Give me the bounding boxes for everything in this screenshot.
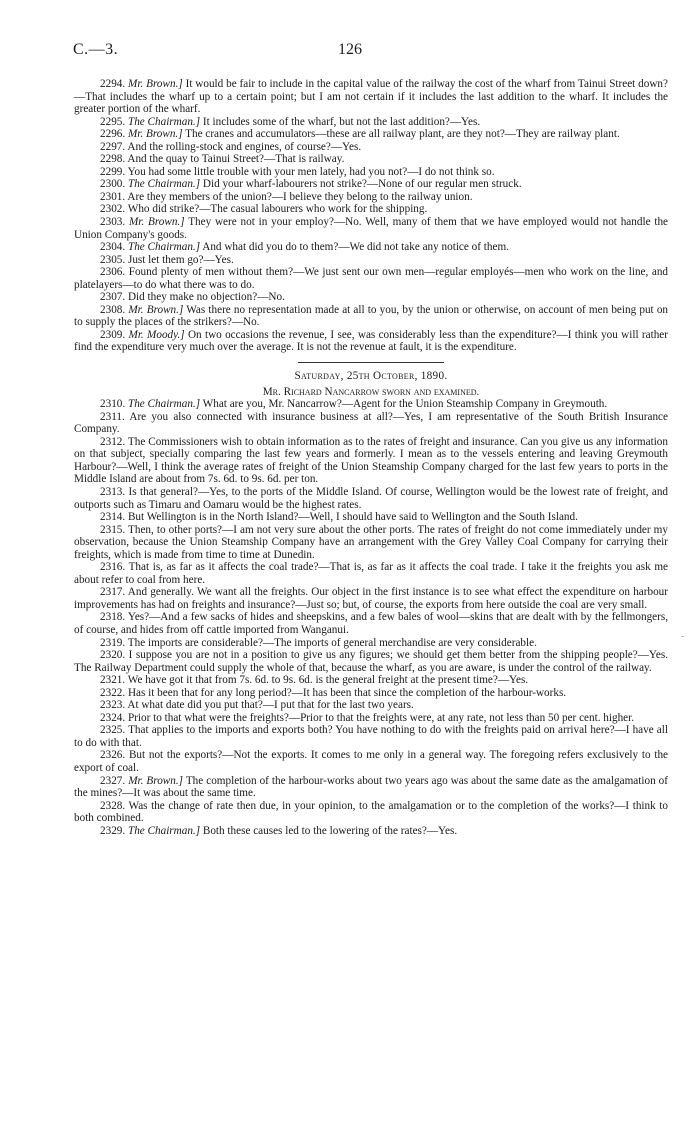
question-paragraph [74,486,668,511]
speaker-label: Mr. Brown.] [128,303,184,316]
question-text: Is that general?—Yes, to the ports of the Middle Island. Of course, Wellington would be the lowest rate of freight, and outports such as Timaru and Oamaru would be the highest rates. [74,485,669,511]
speaker-label: The Chairman.] [127,824,201,837]
question-paragraph [74,241,668,254]
section-divider [298,362,444,363]
testimony-section-1 [74,78,668,354]
question-text: Found plenty of men without them?—We just sent our own men—regular employés—men who work on the line, and platelayers—to do what there was to do. [74,266,669,291]
question-paragraph [74,153,668,166]
question-number: 2316. [100,561,126,574]
question-paragraph [74,511,668,524]
question-text: What are you, Mr. Nancarrow?—Agent for the Union Steamship Company in Greymouth. [200,398,608,411]
question-text: The cranes and accumulators—these are all railway plant, are they not?—They are railway plant. [182,128,620,141]
question-text: The imports are considerable?—The imports of general merchandise are very considerable. [127,636,537,649]
question-text: We have got it that from 7s. 6d. to 9s. 6d. is the general freight at the present time?—Yes. [127,674,529,687]
speaker-label: Mr. Brown.] [128,216,185,229]
question-number: 2304. [100,241,126,254]
question-text: Are they members of the union?—I believe they belong to the railway union. [127,190,473,203]
question-number: 2313. [100,485,126,498]
question-paragraph [74,191,668,204]
speaker-label: Mr. Brown.] [128,78,183,90]
speaker-label: Mr. Brown.] [128,774,184,787]
page-body [74,78,668,837]
question-text: On two occasions the revenue, I see, was considerably less than the expenditure?—I think you will rather find the expenditure very much over the average. It is not the revenue at fault, it is the expenditure. [74,328,668,354]
question-text: Just let them go?—Yes. [127,253,234,266]
session-date: Saturday, 25th October, 1890. [294,370,448,383]
question-number: 2325. [100,724,126,737]
question-text: And what did you do to them?—We did not take any notice of them. [200,241,509,254]
question-paragraph [74,724,668,749]
question-text: Yes?—And a few sacks of hides and sheepskins, and a few bales of wool—skins that are dealt with by the fellmongers, of course, and hides from off cattle imported from Wanganui. [74,611,668,636]
question-text: And generally. We want all the freights. Our object in the first instance is to see what effect the expenditure on harbour improvements has had on freights and insurance?—Just so; but, of course, the exports from here outside the coal are very small. [74,586,668,611]
question-paragraph [74,749,668,774]
question-paragraph [74,291,668,304]
question-number: 2324. [100,711,126,724]
question-paragraph [74,266,668,291]
question-number: 2295. [100,115,126,128]
question-text: They were not in your employ?—No. Well, many of them that we have employed would not handle the Union Company's goods. [74,216,669,241]
question-number: 2314. [100,511,126,524]
question-text: Did they make no objection?—No. [127,291,285,304]
question-number: 2301. [100,190,126,203]
question-number: 2318. [100,611,126,624]
question-text: The completion of the harbour-works about two years ago was about the same date as the amalgamation of the mines?—It was about the same time. [74,774,669,800]
question-number: 2297. [100,140,126,153]
question-paragraph [74,800,668,825]
question-paragraph [74,775,668,800]
question-paragraph [74,398,668,411]
question-number: 2299. [100,165,126,178]
question-number: 2305. [100,253,126,266]
witness-heading-text: Mr. Richard Nancarrow sworn and examined. [262,385,480,398]
question-text: Who did strike?—The casual labourers who work for the shipping. [127,203,428,216]
question-text: Then, to other ports?—I am not very sure about the other ports. The rates of freight do not come immediately under my observation, because the Union Steamship Company have an arrangement with the Grey Valley Coal Company for carrying their freights, which is made from time to time at Dunedin. [74,523,668,561]
question-paragraph [74,166,668,179]
question-text: But Wellington is in the North Island?—Well, I should have said to Wellington and the South Island. [127,511,578,524]
question-text: Was there no representation made at all to you, by the union or otherwise, on account of men being put on to supply the places of the strikers?—No. [74,303,669,329]
question-text: It would be fair to include in the capital value of the railway the cost of the wharf from Tainui Street down?—That includes the wharf up to a certain point; but I am not certain if it includes the last addition to the wharf. It includes the greater portion of the wharf. [74,78,668,116]
question-number: 2329. [100,824,126,837]
question-text: At what date did you put that?—I put that for the last two years. [127,699,414,712]
question-number: 2302. [100,203,126,216]
question-paragraph [74,611,668,636]
question-paragraph [74,825,668,838]
question-number: 2307. [100,291,126,304]
question-paragraph [74,699,668,712]
question-paragraph [74,637,668,650]
question-paragraph [74,329,668,354]
question-text: The Commissioners wish to obtain information as to the rates of freight and insurance. Can you give us any information on that subject, specially comparing the last few years and formerly. I mean as to the vessels entering and leaving Greymouth Harbour?—Well, I think the average rates of freight of the Union Steamship Company charged for the last few years to ports in the Middle Island are about from 7s. 6d. to 9s. 6d. per ton. [74,435,668,486]
question-number: 2321. [100,674,126,687]
question-paragraph [74,141,668,154]
question-number: 2296. [100,128,126,141]
page-number: 126 [338,41,362,58]
speaker-label: The Chairman.] [127,178,201,191]
speaker-label: The Chairman.] [127,241,201,254]
question-paragraph [74,411,668,436]
question-paragraph [74,254,668,267]
question-paragraph [74,128,668,141]
question-number: 2328. [100,799,126,812]
witness-heading [74,386,668,399]
question-text: Are you also connected with insurance business at all?—Yes, I am representative of the South British Insurance Company. [74,410,668,436]
question-paragraph [74,586,668,611]
question-paragraph [74,78,668,116]
margin-mark [681,636,684,637]
question-text: Was the change of rate then due, in your opinion, to the amalgamation or to the completion of the works?—I think to both combined. [74,799,668,825]
question-text: Prior to that what were the freights?—Prior to that the freights were, at any rate, not less than 50 per cent. higher. [127,711,635,724]
question-number: 2310. [100,398,126,411]
question-paragraph [74,203,668,216]
question-text: Has it been that for any long period?—It has been that since the completion of the harbour-works. [127,686,567,699]
question-text: And the rolling-stock and engines, of course?—Yes. [127,140,362,153]
question-number: 2327. [100,774,126,787]
question-text: It includes some of the wharf, but not the last addition?—Yes. [200,115,481,128]
question-text: Both these causes led to the lowering of the rates?—Yes. [200,824,458,837]
question-paragraph [74,178,668,191]
question-paragraph [74,561,668,586]
question-paragraph [74,674,668,687]
question-number: 2298. [100,153,126,166]
speaker-label: Mr. Brown.] [127,128,183,141]
question-number: 2326. [100,749,126,762]
speaker-label: Mr. Moody.] [128,328,185,341]
question-number: 2320. [100,649,126,662]
question-number: 2315. [100,523,126,536]
question-text: Did your wharf-labourers not strike?—None of our regular men struck. [200,178,522,191]
question-paragraph [74,649,668,674]
question-paragraph [74,436,668,486]
speaker-label: The Chairman.] [127,398,201,411]
question-text: And the quay to Tainui Street?—That is railway. [127,153,345,166]
question-number: 2323. [100,699,126,712]
question-number: 2319. [100,636,126,649]
speaker-label: The Chairman.] [127,115,201,128]
question-paragraph [74,687,668,700]
document-reference: C.—3. [73,41,119,58]
question-number: 2322. [100,686,126,699]
question-number: 2308. [100,303,126,316]
question-paragraph [74,712,668,725]
question-text: But not the exports?—Not the exports. It comes to me only in a general way. The foregoing refers exclusively to the export of coal. [74,749,669,774]
question-number: 2312. [100,435,126,448]
question-text: I suppose you are not in a position to give us any figures; we should get them better from the shipping people?—Yes. The Railway Department could supply the whole of that, because the wharf, as you are aware, is under the control of the railway. [74,649,668,674]
question-number: 2317. [100,586,126,599]
testimony-section-2 [74,398,668,837]
question-number: 2306. [100,266,126,279]
question-number: 2294. [100,78,126,90]
question-text: You had some little trouble with your men lately, had you not?—I do not think so. [127,165,495,178]
question-number: 2300. [100,178,126,191]
question-text: That is, as far as it affects the coal trade?—That is, as far as it affects the coal trade. I take it the freights you ask me about refer to coal from here. [74,561,668,586]
question-paragraph [74,304,668,329]
question-paragraph [74,116,668,129]
question-number: 2303. [100,216,126,229]
question-paragraph [74,524,668,562]
question-number: 2311. [100,410,125,423]
question-paragraph [74,216,668,241]
question-text: That applies to the imports and exports both? You have nothing to do with the freights paid on arrival here?—I have all to do with that. [74,724,668,749]
question-number: 2309. [100,328,126,341]
